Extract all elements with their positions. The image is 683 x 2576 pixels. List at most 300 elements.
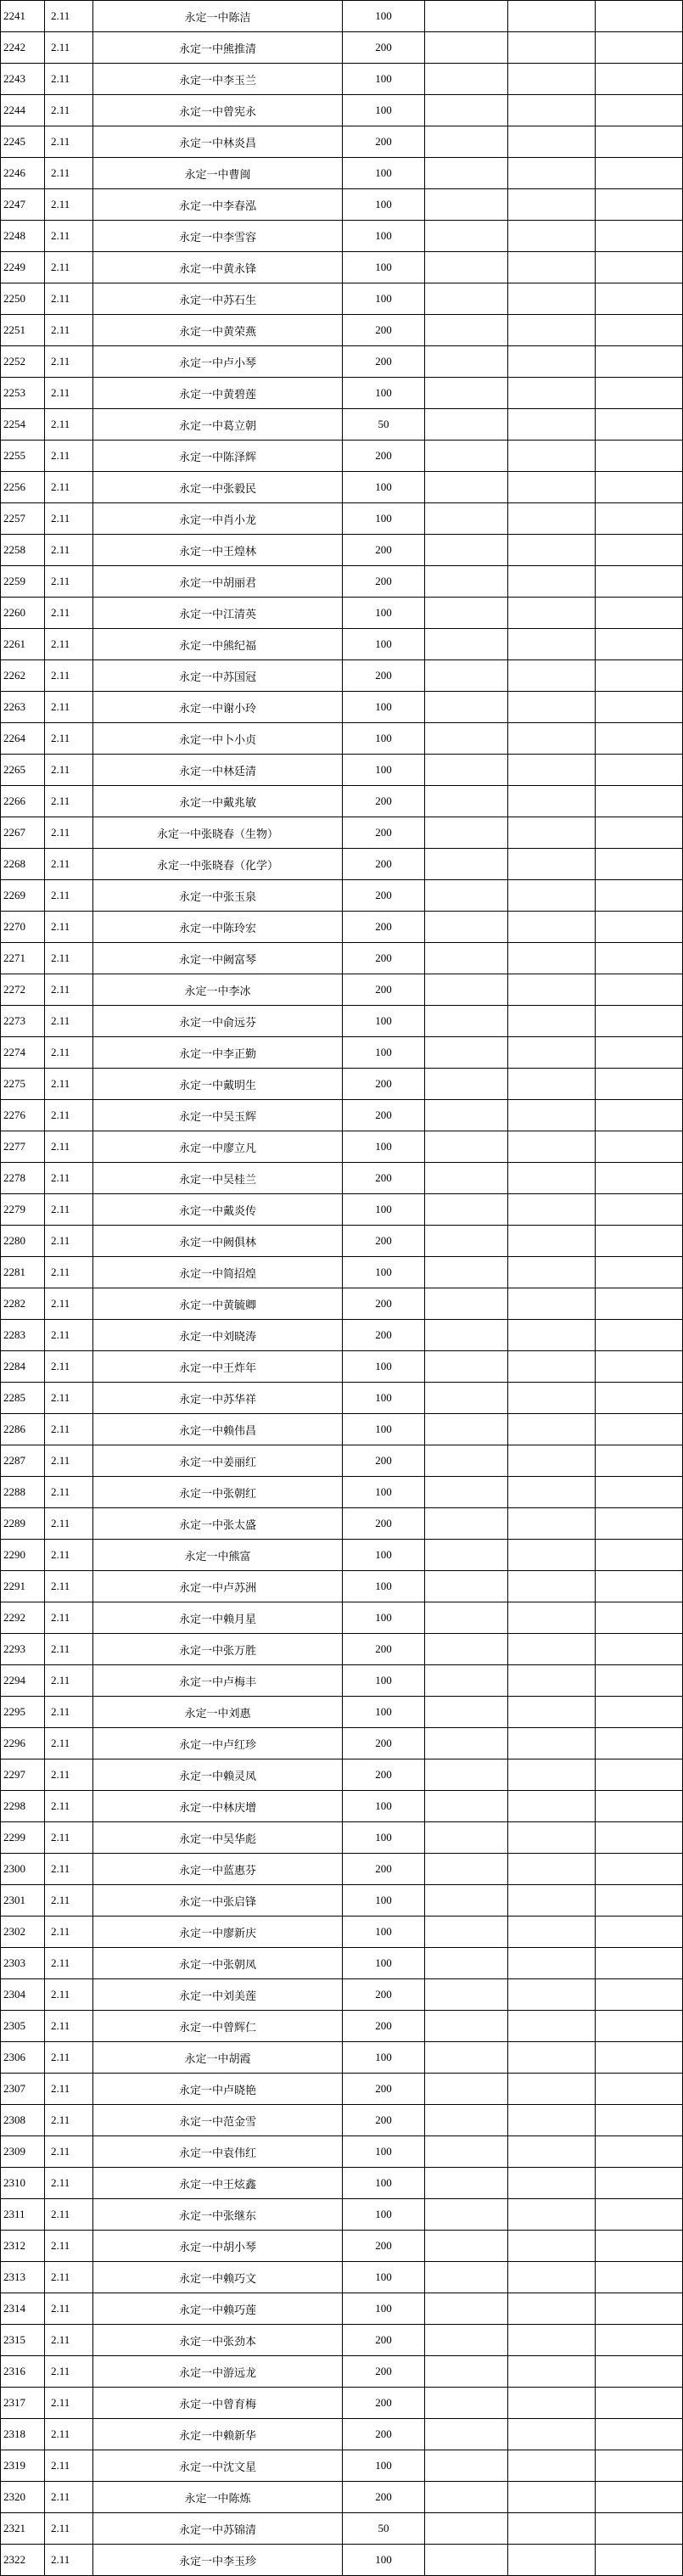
empty-cell	[508, 283, 596, 315]
empty-cell	[508, 1288, 596, 1320]
empty-cell	[596, 472, 683, 503]
empty-cell	[508, 1728, 596, 1759]
empty-cell	[596, 1759, 683, 1791]
table-row	[1, 880, 683, 912]
table-row	[1, 283, 683, 315]
empty-cell	[425, 1885, 508, 1917]
empty-cell	[596, 1508, 683, 1540]
amount-cell: 100	[343, 2168, 425, 2199]
row-number: 2280	[1, 1226, 45, 1257]
date-cell: 2.11	[45, 1822, 93, 1854]
row-number: 2292	[1, 1602, 45, 1634]
amount-cell: 200	[343, 2356, 425, 2388]
empty-cell	[508, 1822, 596, 1854]
row-number: 2261	[1, 629, 45, 660]
amount-cell: 100	[343, 158, 425, 189]
table-row	[1, 1288, 683, 1320]
empty-cell	[596, 1288, 683, 1320]
empty-cell	[596, 315, 683, 346]
date-cell: 2.11	[45, 1948, 93, 1979]
row-number: 2270	[1, 912, 45, 943]
amount-cell: 100	[343, 598, 425, 629]
donor-name: 永定一中黄碧莲	[93, 378, 343, 409]
empty-cell	[425, 2356, 508, 2388]
empty-cell	[508, 1665, 596, 1697]
table-row	[1, 1006, 683, 1037]
donor-name: 永定一中张朝凤	[93, 1948, 343, 1979]
donor-name: 永定一中吴华彪	[93, 1822, 343, 1854]
row-number: 2248	[1, 221, 45, 252]
date-cell: 2.11	[45, 1069, 93, 1100]
amount-cell: 100	[343, 2042, 425, 2074]
empty-cell	[508, 566, 596, 598]
date-cell: 2.11	[45, 1445, 93, 1477]
table-row	[1, 1383, 683, 1414]
table-row	[1, 1163, 683, 1194]
amount-cell: 200	[343, 2419, 425, 2450]
date-cell: 2.11	[45, 1226, 93, 1257]
amount-cell: 100	[343, 2199, 425, 2231]
empty-cell	[596, 2074, 683, 2105]
row-number: 2304	[1, 1979, 45, 2011]
date-cell: 2.11	[45, 1728, 93, 1759]
empty-cell	[425, 221, 508, 252]
empty-cell	[425, 1163, 508, 1194]
empty-cell	[596, 2325, 683, 2356]
table-row	[1, 2042, 683, 2074]
empty-cell	[508, 2136, 596, 2168]
donor-name: 永定一中吴桂兰	[93, 1163, 343, 1194]
donor-name: 永定一中卢梅丰	[93, 1665, 343, 1697]
row-number: 2316	[1, 2356, 45, 2388]
empty-cell	[425, 1320, 508, 1351]
date-cell: 2.11	[45, 2388, 93, 2419]
empty-cell	[425, 95, 508, 126]
row-number: 2276	[1, 1100, 45, 1131]
amount-cell: 200	[343, 441, 425, 472]
table-row	[1, 1728, 683, 1759]
empty-cell	[425, 1540, 508, 1571]
empty-cell	[508, 1477, 596, 1508]
donor-name: 永定一中范金雪	[93, 2105, 343, 2136]
empty-cell	[425, 1351, 508, 1383]
donor-name: 永定一中曾育梅	[93, 2388, 343, 2419]
empty-cell	[508, 849, 596, 880]
donor-name: 永定一中曾辉仁	[93, 2011, 343, 2042]
empty-cell	[425, 2325, 508, 2356]
row-number: 2317	[1, 2388, 45, 2419]
donor-name: 永定一中李正勤	[93, 1037, 343, 1069]
row-number: 2313	[1, 2262, 45, 2293]
row-number: 2285	[1, 1383, 45, 1414]
donor-name: 永定一中李玉珍	[93, 2545, 343, 2576]
table-row	[1, 943, 683, 974]
table-row	[1, 692, 683, 723]
empty-cell	[425, 598, 508, 629]
row-number: 2273	[1, 1006, 45, 1037]
empty-cell	[596, 1728, 683, 1759]
empty-cell	[596, 1226, 683, 1257]
donor-name: 永定一中苏国冠	[93, 660, 343, 692]
date-cell: 2.11	[45, 629, 93, 660]
empty-cell	[508, 598, 596, 629]
table-row	[1, 2168, 683, 2199]
table-row	[1, 1, 683, 32]
donor-name: 永定一中戴明生	[93, 1069, 343, 1100]
date-cell: 2.11	[45, 378, 93, 409]
empty-cell	[425, 64, 508, 95]
row-number: 2277	[1, 1131, 45, 1163]
table-row	[1, 2325, 683, 2356]
date-cell: 2.11	[45, 1571, 93, 1602]
donor-name: 永定一中张朝红	[93, 1477, 343, 1508]
date-cell: 2.11	[45, 598, 93, 629]
empty-cell	[596, 252, 683, 283]
empty-cell	[425, 2168, 508, 2199]
amount-cell: 100	[343, 189, 425, 221]
date-cell: 2.11	[45, 1979, 93, 2011]
empty-cell	[596, 126, 683, 158]
empty-cell	[596, 346, 683, 378]
donor-name: 永定一中卢小琴	[93, 346, 343, 378]
empty-cell	[425, 315, 508, 346]
empty-cell	[425, 1257, 508, 1288]
amount-cell: 200	[343, 32, 425, 64]
empty-cell	[508, 912, 596, 943]
row-number: 2254	[1, 409, 45, 441]
empty-cell	[425, 2231, 508, 2262]
empty-cell	[425, 252, 508, 283]
table-row	[1, 126, 683, 158]
amount-cell: 200	[343, 786, 425, 817]
donor-name: 永定一中张继东	[93, 2199, 343, 2231]
empty-cell	[596, 2199, 683, 2231]
amount-cell: 200	[343, 880, 425, 912]
empty-cell	[508, 755, 596, 786]
amount-cell: 200	[343, 1728, 425, 1759]
row-number: 2246	[1, 158, 45, 189]
empty-cell	[508, 2168, 596, 2199]
empty-cell	[508, 786, 596, 817]
empty-cell	[425, 1728, 508, 1759]
row-number: 2307	[1, 2074, 45, 2105]
date-cell: 2.11	[45, 1257, 93, 1288]
empty-cell	[425, 1759, 508, 1791]
donor-name: 永定一中张启锋	[93, 1885, 343, 1917]
empty-cell	[596, 1822, 683, 1854]
row-number: 2260	[1, 598, 45, 629]
donor-name: 永定一中张晓春（生物）	[93, 817, 343, 849]
table-row	[1, 2262, 683, 2293]
amount-cell: 100	[343, 2262, 425, 2293]
empty-cell	[425, 2199, 508, 2231]
row-number: 2265	[1, 755, 45, 786]
amount-cell: 100	[343, 1194, 425, 1226]
donor-name: 永定一中李玉兰	[93, 64, 343, 95]
date-cell: 2.11	[45, 1351, 93, 1383]
empty-cell	[425, 817, 508, 849]
empty-cell	[425, 1854, 508, 1885]
row-number: 2293	[1, 1634, 45, 1665]
date-cell: 2.11	[45, 252, 93, 283]
empty-cell	[508, 1445, 596, 1477]
row-number: 2263	[1, 692, 45, 723]
empty-cell	[425, 1948, 508, 1979]
date-cell: 2.11	[45, 566, 93, 598]
empty-cell	[508, 1320, 596, 1351]
row-number: 2249	[1, 252, 45, 283]
amount-cell: 100	[343, 1571, 425, 1602]
row-number: 2274	[1, 1037, 45, 1069]
empty-cell	[425, 692, 508, 723]
amount-cell: 200	[343, 2482, 425, 2513]
empty-cell	[508, 1163, 596, 1194]
empty-cell	[508, 1634, 596, 1665]
empty-cell	[596, 723, 683, 755]
empty-cell	[425, 1697, 508, 1728]
date-cell: 2.11	[45, 2231, 93, 2262]
date-cell: 2.11	[45, 692, 93, 723]
donor-name: 永定一中阙俱林	[93, 1226, 343, 1257]
empty-cell	[508, 1540, 596, 1571]
donor-name: 永定一中肖小龙	[93, 503, 343, 535]
row-number: 2256	[1, 472, 45, 503]
empty-cell	[425, 1602, 508, 1634]
date-cell: 2.11	[45, 2419, 93, 2450]
row-number: 2250	[1, 283, 45, 315]
row-number: 2245	[1, 126, 45, 158]
date-cell: 2.11	[45, 535, 93, 566]
amount-cell: 100	[343, 1602, 425, 1634]
row-number: 2252	[1, 346, 45, 378]
empty-cell	[425, 1069, 508, 1100]
table-row	[1, 1697, 683, 1728]
empty-cell	[425, 1037, 508, 1069]
empty-cell	[596, 755, 683, 786]
date-cell: 2.11	[45, 1163, 93, 1194]
donor-name: 永定一中苏锦清	[93, 2513, 343, 2545]
date-cell: 2.11	[45, 472, 93, 503]
empty-cell	[596, 2231, 683, 2262]
row-number: 2297	[1, 1759, 45, 1791]
table-row	[1, 221, 683, 252]
empty-cell	[596, 2042, 683, 2074]
date-cell: 2.11	[45, 315, 93, 346]
table-row	[1, 346, 683, 378]
amount-cell: 100	[343, 1477, 425, 1508]
donor-name: 永定一中苏石生	[93, 283, 343, 315]
donor-name: 永定一中刘惠	[93, 1697, 343, 1728]
table-row	[1, 2293, 683, 2325]
date-cell: 2.11	[45, 1100, 93, 1131]
empty-cell	[596, 2262, 683, 2293]
date-cell: 2.11	[45, 1508, 93, 1540]
empty-cell	[425, 566, 508, 598]
amount-cell: 100	[343, 283, 425, 315]
donor-name: 永定一中张晓春（化学）	[93, 849, 343, 880]
donor-name: 永定一中林炎昌	[93, 126, 343, 158]
table-row	[1, 409, 683, 441]
empty-cell	[596, 1791, 683, 1822]
empty-cell	[425, 32, 508, 64]
empty-cell	[508, 2482, 596, 2513]
donor-name: 永定一中黄荣燕	[93, 315, 343, 346]
row-number: 2287	[1, 1445, 45, 1477]
empty-cell	[596, 221, 683, 252]
table-row	[1, 755, 683, 786]
row-number: 2318	[1, 2419, 45, 2450]
table-row	[1, 2482, 683, 2513]
amount-cell: 100	[343, 252, 425, 283]
empty-cell	[508, 1383, 596, 1414]
empty-cell	[596, 974, 683, 1006]
amount-cell: 100	[343, 1131, 425, 1163]
empty-cell	[596, 2419, 683, 2450]
table-row	[1, 2545, 683, 2576]
empty-cell	[508, 692, 596, 723]
donor-name: 永定一中蓝惠芬	[93, 1854, 343, 1885]
empty-cell	[596, 2168, 683, 2199]
amount-cell: 200	[343, 1288, 425, 1320]
donor-name: 永定一中卢红珍	[93, 1728, 343, 1759]
empty-cell	[596, 283, 683, 315]
amount-cell: 100	[343, 1351, 425, 1383]
date-cell: 2.11	[45, 2168, 93, 2199]
amount-cell: 200	[343, 1163, 425, 1194]
empty-cell	[596, 1477, 683, 1508]
donor-name: 永定一中卢苏洲	[93, 1571, 343, 1602]
date-cell: 2.11	[45, 1, 93, 32]
empty-cell	[425, 1194, 508, 1226]
row-number: 2251	[1, 315, 45, 346]
row-number: 2259	[1, 566, 45, 598]
donor-name: 永定一中陈洁	[93, 1, 343, 32]
date-cell: 2.11	[45, 189, 93, 221]
row-number: 2291	[1, 1571, 45, 1602]
empty-cell	[596, 1602, 683, 1634]
empty-cell	[596, 1445, 683, 1477]
date-cell: 2.11	[45, 817, 93, 849]
row-number: 2298	[1, 1791, 45, 1822]
empty-cell	[425, 535, 508, 566]
date-cell: 2.11	[45, 1383, 93, 1414]
table-row	[1, 2356, 683, 2388]
amount-cell: 200	[343, 1634, 425, 1665]
empty-cell	[508, 1351, 596, 1383]
donor-name: 永定一中王煌林	[93, 535, 343, 566]
date-cell: 2.11	[45, 1917, 93, 1948]
empty-cell	[508, 1006, 596, 1037]
empty-cell	[508, 472, 596, 503]
empty-cell	[425, 912, 508, 943]
donor-name: 永定一中赖新华	[93, 2419, 343, 2450]
empty-cell	[508, 2325, 596, 2356]
empty-cell	[425, 126, 508, 158]
table-row	[1, 315, 683, 346]
row-number: 2275	[1, 1069, 45, 1100]
donor-name: 永定一中林庆增	[93, 1791, 343, 1822]
empty-cell	[508, 1759, 596, 1791]
row-number: 2321	[1, 2513, 45, 2545]
date-cell: 2.11	[45, 974, 93, 1006]
amount-cell: 100	[343, 472, 425, 503]
amount-cell: 100	[343, 1885, 425, 1917]
row-number: 2300	[1, 1854, 45, 1885]
table-row	[1, 1069, 683, 1100]
amount-cell: 50	[343, 409, 425, 441]
table-row	[1, 1257, 683, 1288]
date-cell: 2.11	[45, 1540, 93, 1571]
row-number: 2257	[1, 503, 45, 535]
table-row	[1, 1948, 683, 1979]
empty-cell	[425, 2074, 508, 2105]
empty-cell	[508, 2231, 596, 2262]
empty-cell	[596, 158, 683, 189]
date-cell: 2.11	[45, 2262, 93, 2293]
row-number: 2299	[1, 1822, 45, 1854]
table-row	[1, 1100, 683, 1131]
donor-name: 永定一中王炸年	[93, 1351, 343, 1383]
date-cell: 2.11	[45, 1634, 93, 1665]
empty-cell	[508, 64, 596, 95]
donor-name: 永定一中葛立朝	[93, 409, 343, 441]
empty-cell	[508, 2262, 596, 2293]
empty-cell	[596, 660, 683, 692]
empty-cell	[596, 2293, 683, 2325]
amount-cell: 200	[343, 1508, 425, 1540]
empty-cell	[425, 849, 508, 880]
empty-cell	[596, 1665, 683, 1697]
date-cell: 2.11	[45, 1759, 93, 1791]
table-row	[1, 1508, 683, 1540]
table-row	[1, 786, 683, 817]
donor-name: 永定一中谢小玲	[93, 692, 343, 723]
date-cell: 2.11	[45, 2513, 93, 2545]
date-cell: 2.11	[45, 849, 93, 880]
amount-cell: 100	[343, 1948, 425, 1979]
amount-cell: 100	[343, 378, 425, 409]
empty-cell	[596, 1854, 683, 1885]
donor-name: 永定一中王炫鑫	[93, 2168, 343, 2199]
amount-cell: 100	[343, 1037, 425, 1069]
table-row	[1, 2074, 683, 2105]
row-number: 2312	[1, 2231, 45, 2262]
empty-cell	[425, 2042, 508, 2074]
donor-name: 永定一中戴兆敏	[93, 786, 343, 817]
empty-cell	[596, 1194, 683, 1226]
empty-cell	[425, 786, 508, 817]
empty-cell	[596, 2482, 683, 2513]
row-number: 2253	[1, 378, 45, 409]
empty-cell	[596, 1069, 683, 1100]
table-row	[1, 1602, 683, 1634]
empty-cell	[596, 2011, 683, 2042]
row-number: 2294	[1, 1665, 45, 1697]
date-cell: 2.11	[45, 2199, 93, 2231]
empty-cell	[425, 974, 508, 1006]
amount-cell: 100	[343, 755, 425, 786]
date-cell: 2.11	[45, 1791, 93, 1822]
amount-cell: 100	[343, 1, 425, 32]
empty-cell	[596, 64, 683, 95]
date-cell: 2.11	[45, 1037, 93, 1069]
empty-cell	[508, 158, 596, 189]
table-row	[1, 252, 683, 283]
table-row	[1, 1131, 683, 1163]
empty-cell	[596, 1697, 683, 1728]
empty-cell	[508, 1131, 596, 1163]
table-row	[1, 1854, 683, 1885]
